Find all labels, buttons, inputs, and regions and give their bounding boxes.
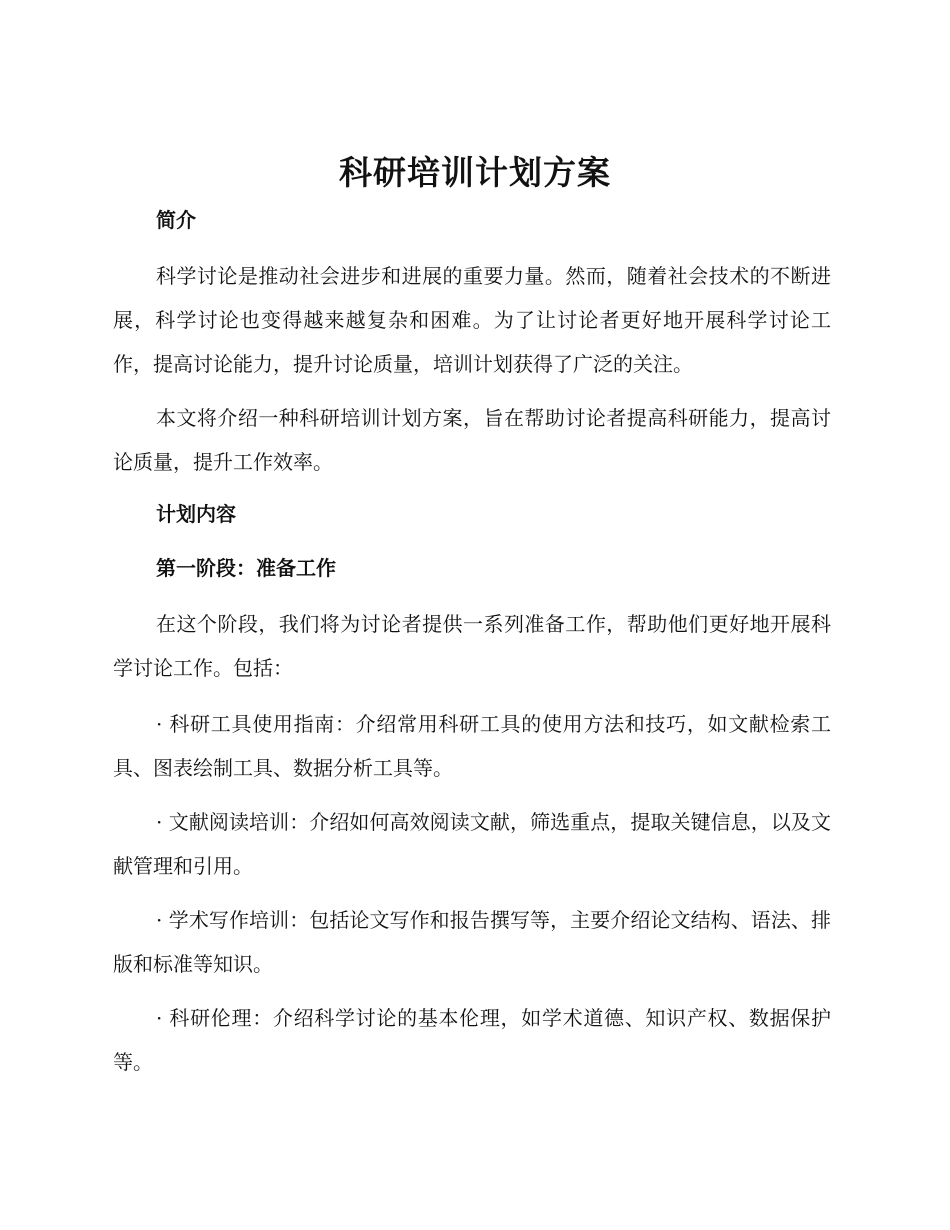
- stage1-paragraph: 在这个阶段，我们将为讨论者提供一系列准备工作，帮助他们更好地开展科学讨论工作。包括：: [113, 612, 831, 680]
- intro-paragraph-2: 本文将介绍一种科研培训计划方案，旨在帮助讨论者提高科研能力，提高讨论质量，提升工作效率。: [113, 406, 831, 474]
- bullet-item: · 文献阅读培训：介绍如何高效阅读文献，筛选重点，提取关键信息，以及文献管理和引用。: [113, 810, 831, 878]
- section-heading-intro: 简介: [156, 208, 196, 232]
- bullet-item: · 学术写作培训：包括论文写作和报告撰写等，主要介绍论文结构、语法、排版和标准等知识。: [113, 908, 831, 976]
- document-body: [113, 200, 831, 1084]
- bullet-item: · 科研伦理：介绍科学讨论的基本伦理，如学术道德、知识产权、数据保护等。: [113, 1006, 831, 1074]
- bullet-item: · 科研工具使用指南：介绍常用科研工具的使用方法和技巧，如文献检索工具、图表绘制工具、数据分析工具等。: [113, 712, 831, 780]
- intro-paragraph-1: 科学讨论是推动社会进步和进展的重要力量。然而，随着社会技术的不断进展，科学讨论也变得越来越复杂和困难。为了让讨论者更好地开展科学讨论工作，提高讨论能力，提升讨论质量，培训计划获得了广泛的关注。: [113, 264, 831, 376]
- section-heading-plan: 计划内容: [156, 502, 236, 526]
- document-title: 科研培训计划方案: [339, 153, 611, 192]
- section-heading-stage1: 第一阶段：准备工作: [156, 556, 336, 580]
